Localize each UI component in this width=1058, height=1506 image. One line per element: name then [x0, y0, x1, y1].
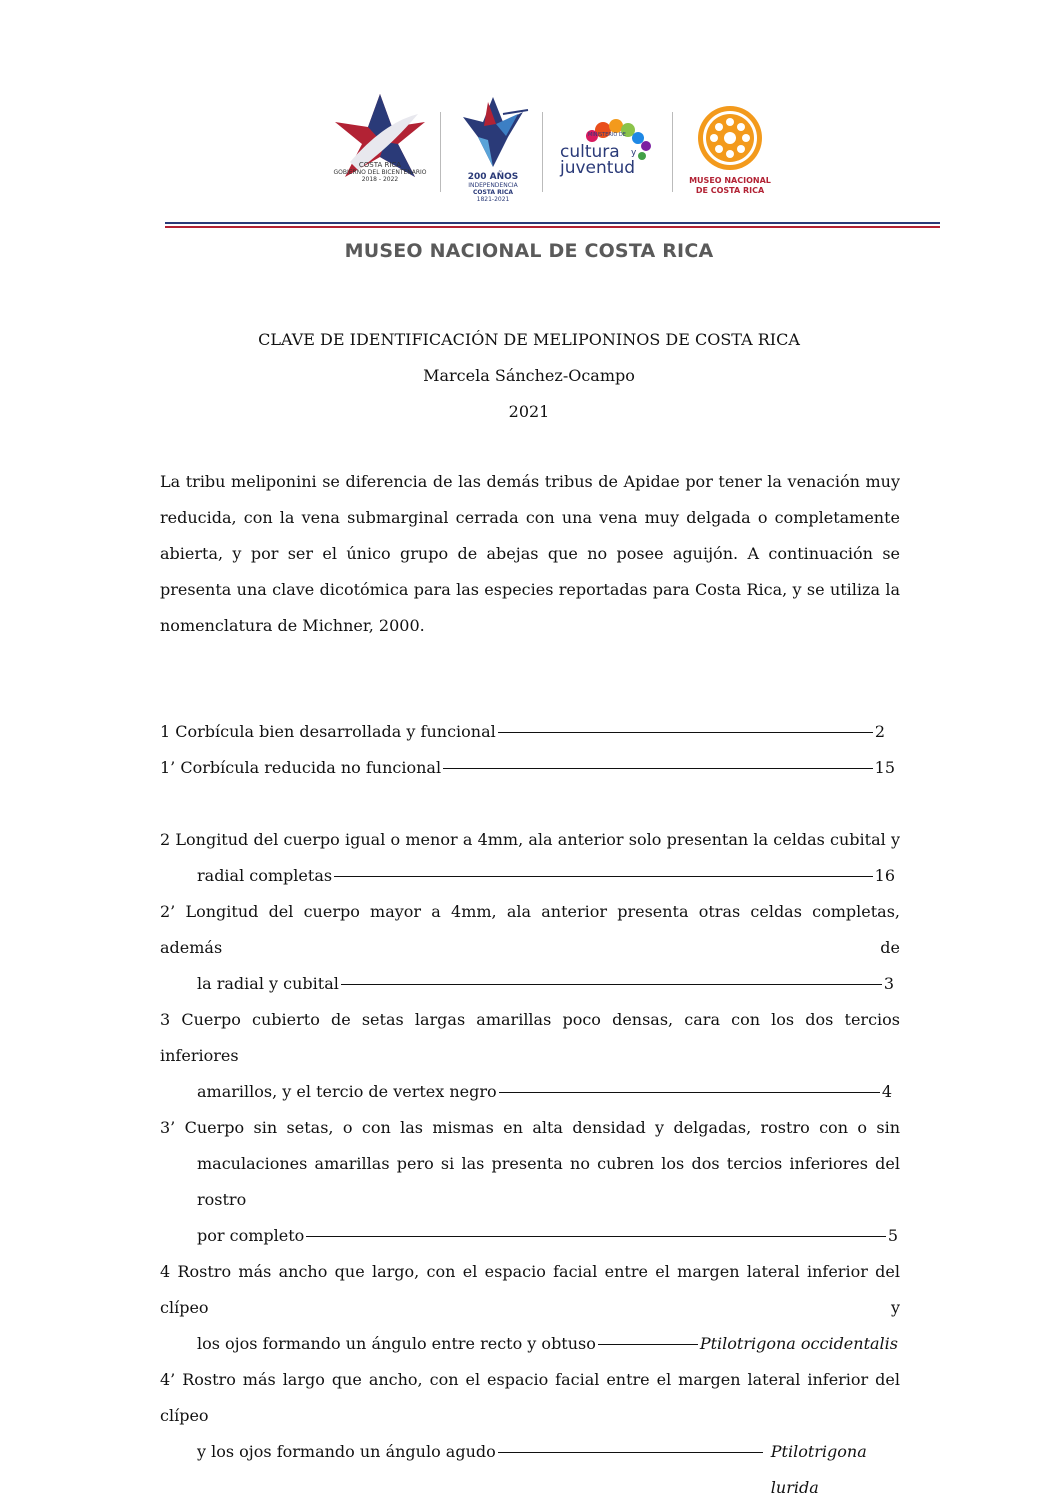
- logo-divider: [440, 112, 441, 192]
- museum-emblem-icon: [680, 104, 780, 174]
- document-author: Marcela Sánchez-Ocampo: [423, 366, 635, 385]
- key-entry-text: 1’ Corbícula reducida no funcional: [160, 758, 442, 777]
- bicentennial-line3: COSTA RICA: [472, 189, 514, 196]
- key-entry-2a-cont: [160, 858, 900, 894]
- key-entry-text: la radial y cubital: [197, 974, 339, 993]
- leader-line: [334, 876, 873, 877]
- leader-line: [341, 984, 882, 985]
- key-entry-4b: 4’ Rostro más largo que ancho, con el espacio facial entre el margen lateral inferior del clípeo: [160, 1370, 900, 1425]
- gov-caption-line2: GOBIERNO DEL BICENTENARIO: [333, 169, 427, 176]
- bicentennial-line1: 200 AÑOS: [467, 172, 519, 182]
- key-entry-result: 15: [874, 758, 895, 777]
- leader-line: [598, 1344, 698, 1345]
- key-entry-2b: 2’ Longitud del cuerpo mayor a 4mm, ala anterior presenta otras celdas completas, además de: [160, 902, 900, 957]
- ministry-juventud-text: juventud: [560, 158, 636, 178]
- leader-line: [498, 1452, 763, 1453]
- gov-caption-line1: COSTA RICA: [358, 161, 402, 169]
- ministry-top-text: MINISTERIO DE: [588, 132, 626, 138]
- key-entry-4a: 4 Rostro más ancho que largo, con el espacio facial entre el margen lateral inferior del clípeo y: [160, 1262, 900, 1317]
- header-rule-red: [165, 226, 940, 228]
- intro-paragraph: La tribu meliponini se diferencia de las demás tribus de Apidae por tener la venación muy reducida, con la vena submarginal cerrada con una vena muy delgada o completamente abierta, y por ser el único grupo de abejas que no posee aguijón. A continuación se presenta una clave dicotómica para las especies reportadas para Costa Rica, y se utiliza la nomenclatura de Michner, 2000.: [160, 472, 900, 635]
- key-entry-3a: 3 Cuerpo cubierto de setas largas amarillas poco densas, cara con los dos tercios inferiores: [160, 1010, 900, 1065]
- key-entry-3a-cont: [160, 1074, 900, 1110]
- gov-caption-line3: 2018 - 2022: [361, 176, 399, 183]
- ministry-cultura-text: cultura: [560, 142, 620, 162]
- leader-line: [498, 732, 873, 733]
- title-block: [0, 322, 1058, 430]
- leader-line: [499, 1092, 880, 1093]
- key-entry-text: los ojos formando un ángulo entre recto y obtuso: [197, 1334, 596, 1353]
- bicentennial-line2: INDEPENDENCIA: [468, 182, 518, 189]
- key-entry-text: 1 Corbícula bien desarrollada y funcional: [160, 722, 496, 741]
- key-entry-1b: [160, 750, 900, 786]
- leader-line: [306, 1236, 886, 1237]
- key-entry-result: 5: [887, 1226, 898, 1245]
- key-entry-text: por completo: [197, 1226, 305, 1245]
- bicentennial-line4: 1821-2021: [476, 196, 510, 203]
- key-entry-result: Ptilotrigona lurida: [770, 1442, 867, 1497]
- key-entry-result: 3: [883, 974, 894, 993]
- museum-caption-line1: MUSEO NACIONAL: [689, 176, 771, 185]
- key-entry-result: 4: [881, 1082, 892, 1101]
- key-entry-2a: 2 Longitud del cuerpo igual o menor a 4mm, ala anterior solo presentan la celdas cubital y: [160, 830, 900, 849]
- key-entry-2b-cont: [160, 966, 900, 1002]
- key-couplet-1: [160, 714, 900, 786]
- header-rule-blue: [165, 222, 940, 224]
- key-entry-3b-cont1: maculaciones amarillas pero si las presenta no cubren los dos tercios inferiores del rostro: [197, 1154, 900, 1209]
- document-title: CLAVE DE IDENTIFICACIÓN DE MELIPONINOS DE COSTA RICA: [258, 330, 800, 349]
- key-entry-text: amarillos, y el tercio de vertex negro: [197, 1082, 497, 1101]
- museum-header: MUSEO NACIONAL DE COSTA RICA: [344, 240, 714, 262]
- hummingbird-icon: [448, 92, 538, 177]
- leader-line: [443, 768, 873, 769]
- key-entry-4b-cont: [160, 1434, 900, 1506]
- museum-logo: [680, 104, 780, 214]
- logo-divider: [672, 112, 673, 192]
- key-entry-3b: 3’ Cuerpo sin setas, o con las mismas en alta densidad y delgadas, rostro con o sin: [160, 1118, 900, 1137]
- key-entry-result: 2: [874, 722, 885, 741]
- ministry-y-text: y: [631, 148, 637, 158]
- key-entry-text: radial completas: [197, 866, 333, 885]
- key-couplet-3: [160, 1002, 900, 1506]
- document-year: 2021: [508, 402, 550, 421]
- key-entry-1a: [160, 714, 900, 750]
- key-couplet-2: [160, 822, 900, 1002]
- logo-strip: [330, 92, 790, 212]
- key-entry-result: 16: [874, 866, 895, 885]
- government-logo: [330, 92, 430, 212]
- ministry-logo: [548, 112, 663, 192]
- bicentennial-logo: [448, 92, 538, 212]
- key-entry-4a-cont: [160, 1326, 900, 1362]
- key-entry-result: Ptilotrigona occidentalis: [699, 1334, 898, 1353]
- key-entry-3b-cont: [160, 1218, 900, 1254]
- logo-divider: [542, 112, 543, 192]
- museum-caption-line2: DE COSTA RICA: [695, 186, 765, 195]
- key-entry-text: y los ojos formando un ángulo agudo: [197, 1442, 496, 1461]
